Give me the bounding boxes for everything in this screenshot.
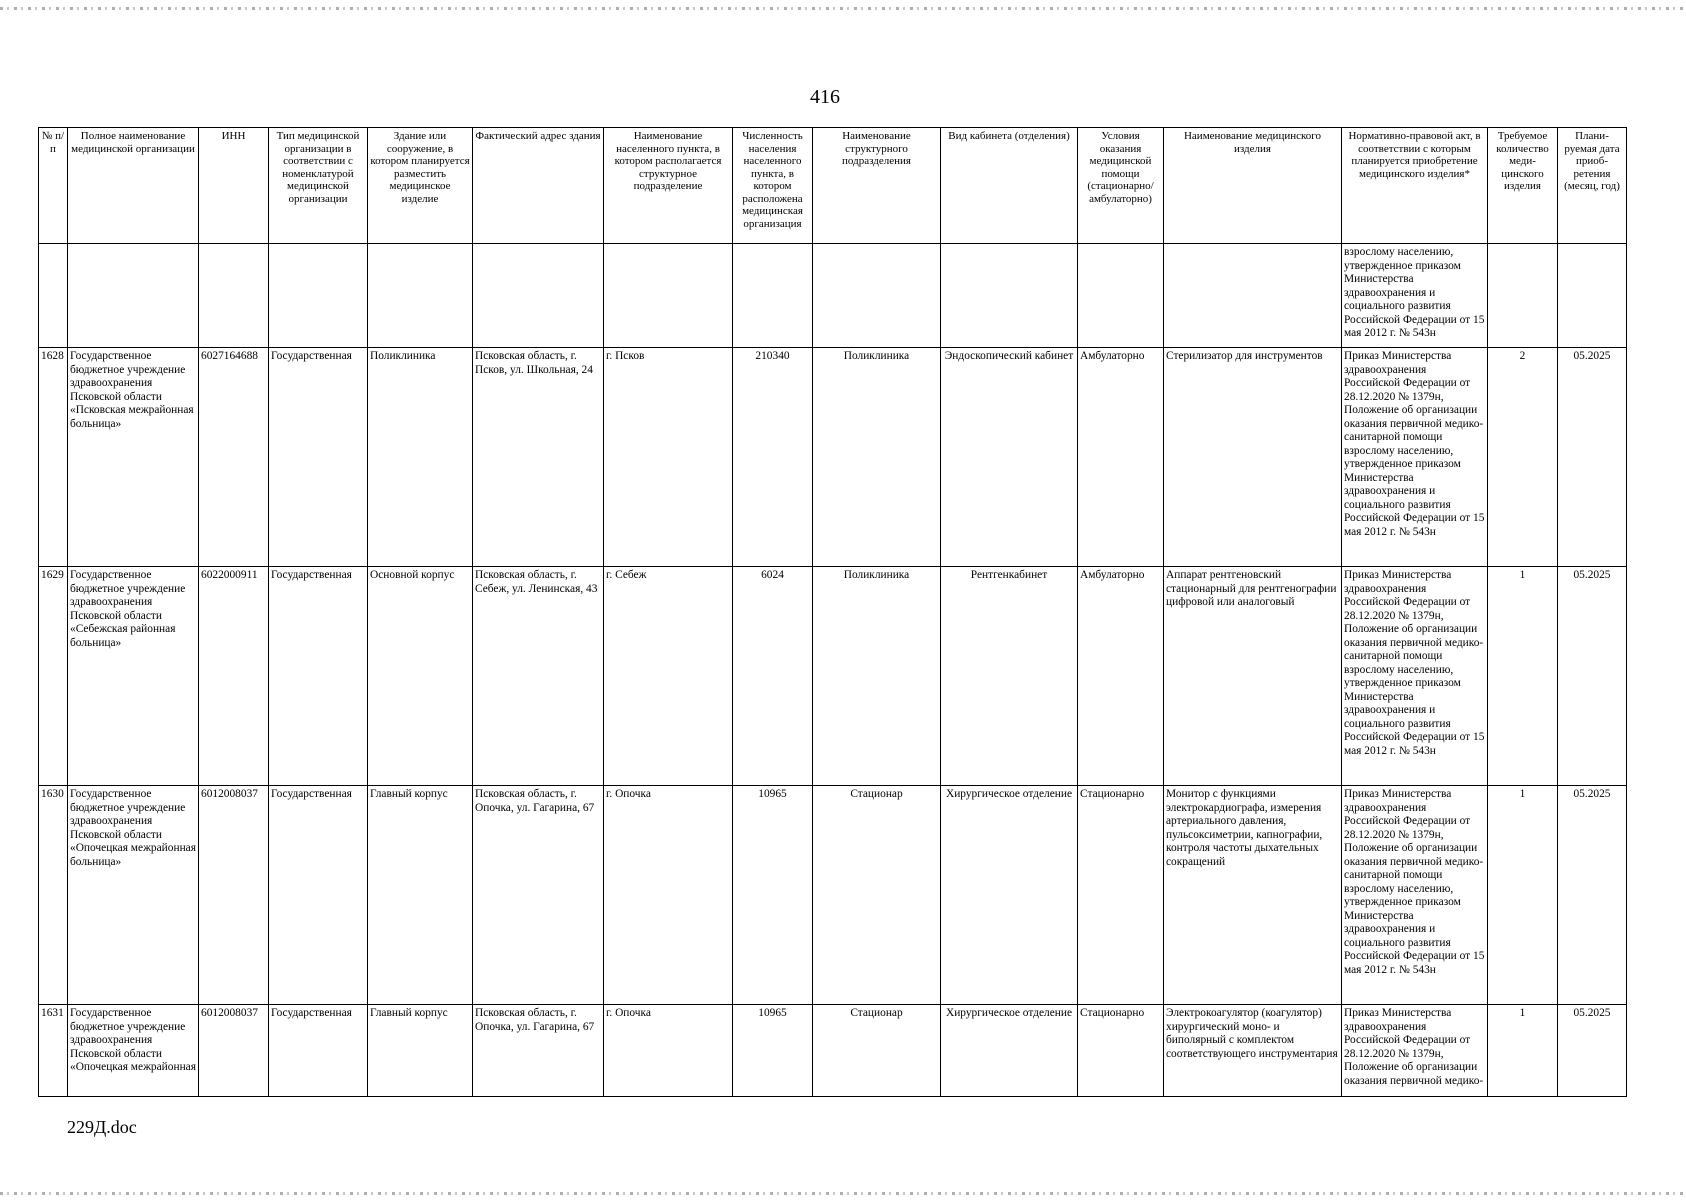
cell-date: 05.2025 bbox=[1558, 786, 1627, 1005]
cell-device: Аппарат рентгеновский стационарный для рентгенографии цифровой или аналоговый bbox=[1164, 567, 1342, 786]
cell-act: Приказ Министерства здравоохранения Российской Федерации от 28.12.2020 № 1379н, Положение об организации оказания первичной медико- bbox=[1342, 1005, 1488, 1097]
col-header-num: № п/п bbox=[39, 128, 68, 244]
cell-locality: г. Псков bbox=[604, 348, 733, 567]
cell-population: 10965 bbox=[733, 1005, 813, 1097]
cell-device: Монитор с функциями электрокардиографа, измерения артериального давления, пульсоксиметрии, капнографии, контроля частоты дыхательных сокращений bbox=[1164, 786, 1342, 1005]
cell-conditions: Стационарно bbox=[1078, 1005, 1164, 1097]
cell-unit: Поликлиника bbox=[813, 567, 941, 786]
col-header-act: Нормативно-правовой акт, в соответствии с которым планируется приобретение медицинского изделия* bbox=[1342, 128, 1488, 244]
cell-device: Электрокоагулятор (коагулятор) хирургический моно- и биполярный с комплектом соответствующего инструментария bbox=[1164, 1005, 1342, 1097]
cell-address: Псковская область, г. Опочка, ул. Гагарина, 67 bbox=[473, 1005, 604, 1097]
cell-inn: 6027164688 bbox=[199, 348, 269, 567]
cell-act: Приказ Министерства здравоохранения Российской Федерации от 28.12.2020 № 1379н, Положение об организации оказания первичной медико-санитарной помощи взрослому населению, утвержденное приказом Министерства здравоохранения и социального развития Российской Федерации от 15 мая 2012 г. № 543н bbox=[1342, 786, 1488, 1005]
table-row bbox=[39, 1005, 1627, 1097]
cell-address: Псковская область, г. Опочка, ул. Гагарина, 67 bbox=[473, 786, 604, 1005]
table-row bbox=[39, 567, 1627, 786]
cell-type: Государственная bbox=[269, 786, 368, 1005]
col-header-inn: ИНН bbox=[199, 128, 269, 244]
cell-building: Основной корпус bbox=[368, 567, 473, 786]
cell-building: Главный корпус bbox=[368, 786, 473, 1005]
col-header-device: Наименование медицинского изделия bbox=[1164, 128, 1342, 244]
cell-num: 1630 bbox=[39, 786, 68, 1005]
col-header-conditions: Условия оказания медицинской помощи (стационарно/ амбулаторно) bbox=[1078, 128, 1164, 244]
col-header-type: Тип медицинской организации в соответствии с номенклатурой медицинской организации bbox=[269, 128, 368, 244]
page-number: 416 bbox=[810, 86, 840, 108]
cell-type: Государственная bbox=[269, 348, 368, 567]
col-header-unit: Наименование структурного подразделения bbox=[813, 128, 941, 244]
cell-cabinet: Рентгенкабинет bbox=[941, 567, 1078, 786]
col-header-locality: Наименование населенного пункта, в котором располагается структурное подразделение bbox=[604, 128, 733, 244]
cell-population: 6024 bbox=[733, 567, 813, 786]
cell-unit: Поликлиника bbox=[813, 348, 941, 567]
cell-device: Стерилизатор для инструментов bbox=[1164, 348, 1342, 567]
cell-act-continuation: взрослому населению, утвержденное приказом Министерства здравоохранения и социального развития Российской Федерации от 15 мая 2012 г. № 543н bbox=[1342, 244, 1488, 348]
cell-inn: 6012008037 bbox=[199, 786, 269, 1005]
cell-qty: 1 bbox=[1488, 567, 1558, 786]
cell-cabinet: Хирургическое отделение bbox=[941, 786, 1078, 1005]
cell-type: Государственная bbox=[269, 1005, 368, 1097]
cell-cabinet: Эндоскопический кабинет bbox=[941, 348, 1078, 567]
cell-unit: Стационар bbox=[813, 1005, 941, 1097]
col-header-building: Здание или сооружение, в котором планируется разместить медицинское изделие bbox=[368, 128, 473, 244]
col-header-address: Фактический адрес здания bbox=[473, 128, 604, 244]
cell-building: Главный корпус bbox=[368, 1005, 473, 1097]
cell-building: Поликлиника bbox=[368, 348, 473, 567]
table-row bbox=[39, 786, 1627, 1005]
col-header-cabinet: Вид кабинета (отделения) bbox=[941, 128, 1078, 244]
cell-date: 05.2025 bbox=[1558, 567, 1627, 786]
cell-qty: 1 bbox=[1488, 786, 1558, 1005]
cell-org: Государственное бюджетное учреждение здравоохранения Псковской области «Себежская районная больница» bbox=[68, 567, 199, 786]
cell-locality: г. Себеж bbox=[604, 567, 733, 786]
cell-org: Государственное бюджетное учреждение здравоохранения Псковской области «Опочецкая межрайонная bbox=[68, 1005, 199, 1097]
cell-num: 1629 bbox=[39, 567, 68, 786]
scan-artifact-bottom bbox=[0, 1192, 1686, 1195]
cell-inn: 6012008037 bbox=[199, 1005, 269, 1097]
cell-population: 210340 bbox=[733, 348, 813, 567]
col-header-org: Полное наименование медицинской организации bbox=[68, 128, 199, 244]
cell-qty: 2 bbox=[1488, 348, 1558, 567]
cell-address: Псковская область, г. Себеж, ул. Ленинская, 43 bbox=[473, 567, 604, 786]
col-header-qty: Требуемое количество меди-цинского изделия bbox=[1488, 128, 1558, 244]
cell-act: Приказ Министерства здравоохранения Российской Федерации от 28.12.2020 № 1379н, Положение об организации оказания первичной медико-санитарной помощи взрослому населению, утвержденное приказом Министерства здравоохранения и социального развития Российской Федерации от 15 мая 2012 г. № 543н bbox=[1342, 348, 1488, 567]
equipment-table bbox=[38, 127, 1627, 1097]
table-row-continuation bbox=[39, 244, 1627, 348]
cell-org: Государственное бюджетное учреждение здравоохранения Псковской области «Опочецкая межрайонная больница» bbox=[68, 786, 199, 1005]
cell-address: Псковская область, г. Псков, ул. Школьная, 24 bbox=[473, 348, 604, 567]
cell-locality: г. Опочка bbox=[604, 1005, 733, 1097]
cell-population: 10965 bbox=[733, 786, 813, 1005]
cell-unit: Стационар bbox=[813, 786, 941, 1005]
cell-conditions: Стационарно bbox=[1078, 786, 1164, 1005]
cell-inn: 6022000911 bbox=[199, 567, 269, 786]
cell-org: Государственное бюджетное учреждение здравоохранения Псковской области «Псковская межрайонная больница» bbox=[68, 348, 199, 567]
cell-num: 1631 bbox=[39, 1005, 68, 1097]
table-row bbox=[39, 348, 1627, 567]
cell-date: 05.2025 bbox=[1558, 348, 1627, 567]
cell-locality: г. Опочка bbox=[604, 786, 733, 1005]
cell-conditions: Амбулаторно bbox=[1078, 567, 1164, 786]
cell-conditions: Амбулаторно bbox=[1078, 348, 1164, 567]
cell-type: Государственная bbox=[269, 567, 368, 786]
cell-act: Приказ Министерства здравоохранения Российской Федерации от 28.12.2020 № 1379н, Положение об организации оказания первичной медико-санитарной помощи взрослому населению, утвержденное приказом Министерства здравоохранения и социального развития Российской Федерации от 15 мая 2012 г. № 543н bbox=[1342, 567, 1488, 786]
cell-qty: 1 bbox=[1488, 1005, 1558, 1097]
col-header-date: Плани-руемая дата приоб-ретения (месяц, год) bbox=[1558, 128, 1627, 244]
document-footer-filename: 229Д.doc bbox=[67, 1117, 137, 1137]
col-header-population: Численность населения населенного пункта, в котором расположена медицинская организация bbox=[733, 128, 813, 244]
scan-artifact-top bbox=[0, 7, 1686, 10]
cell-num: 1628 bbox=[39, 348, 68, 567]
cell-cabinet: Хирургическое отделение bbox=[941, 1005, 1078, 1097]
cell-date: 05.2025 bbox=[1558, 1005, 1627, 1097]
table-header-row bbox=[39, 128, 1627, 244]
